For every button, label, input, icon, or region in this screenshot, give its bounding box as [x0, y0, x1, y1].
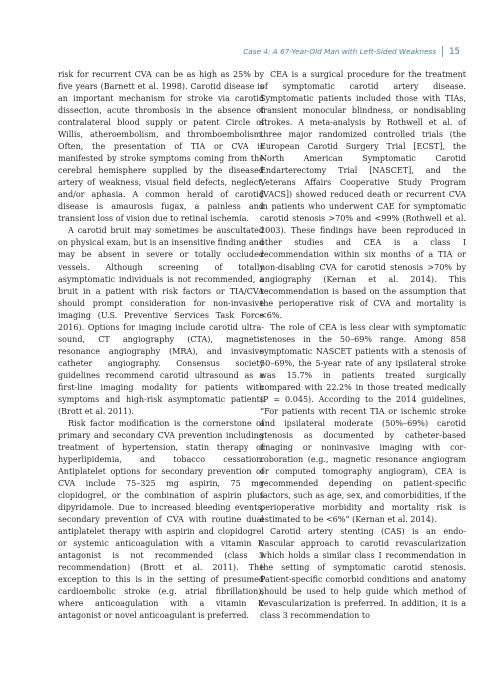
paragraph: Risk factor modification is the cornerstone of primary and secondary CVA prevention including treatment of hypertension, statin therapy of hyperlipidemia, and tobacco cessation. Antiplatelet options for secondary prevention of CVA include 75–325 mg aspirin, 75 mg clopidogrel, or the combination of aspirin plus dipyridamole. Due to increased bleeding events, secondary prevention of CVA with routine dual antiplatelet therapy with aspirin and clopidogrel or systemic anticoagulation with a vitamin K antagonist is not recommended (class 3 recommendation) (Brott et al. 2011). The exception to this is in the setting of presumed cardioembolic stroke (e.g. atrial fibrillation), where anticoagulation with a vitamin K antagonist or novel anticoagulant is preferred. [58, 418, 264, 621]
page-number: 15 [449, 46, 460, 57]
paragraph: risk for recurrent CVA can be as high as 25% by five years (Barnett et al. 1998). Carotid disease is an important mechanism for stroke via carotid dissection, acute thrombosis in the absence of contralateral blood supply or patent Circle of Willis, atheroembolism, and thromboembolism. Often, the presentation of TIA or CVA is manifested by stroke symptoms coming from the cerebral hemisphere supplied by the diseased artery of weakness, visual field defects, neglect, and/or aphasia. A common herald of carotid disease is amaurosis fugax, a painless and transient loss of vision due to retinal ischemia. [58, 70, 264, 224]
header-divider [442, 46, 443, 57]
paragraph: The role of CEA is less clear with symptomatic stenoses in the 50–69% range. Among 858 symptomatic NASCET patients with a stenosis of 50–69%, the 5-year rate of any ipsilateral stroke was 15.7% in patients treated surgically compared with 22.2% in those treated medically (P = 0.045). According to the 2014 guidelines, “For patients with recent TIA or ischemic stroke and ipsilateral moderate (50%–69%) carotid stenosis as documented by catheter-based imaging or noninvasive imaging with corroboration (e.g., magnetic resonance angiogram or computed tomography angiogram), CEA is recommended depending on patient-specific factors, such as age, sex, and comorbidities, if the perioperative morbidity and mortality risk is estimated to be <6%” (Kernan et al. 2014). [260, 322, 466, 525]
right-text-column [260, 69, 466, 622]
paragraph: CEA is a surgical procedure for the treatment of symptomatic carotid artery disease. Symptomatic patients included those with TIAs, transient monocular blindness, or nondisabling strokes. A meta-analysis by Rothwell et al. of three major randomized controlled trials (the European Carotid Surgery Trial [ECST], the North American Symptomatic Carotid Endarterectomy Trial [NASCET], and the Veterans Affairs Cooperative Study Program [VACS]) showed reduced death or recurrent CVA in patients who underwent CAE for symptomatic carotid stenosis >70% and <99% (Rothwell et al. 2003). These findings have been reproduced in other studies and CEA is a class I recommendation within six months of a TIA or non-disabling CVA for carotid stenosis >70% by angiography (Kernan et al. 2014). This recommendation is based on the assumption that the perioperative risk of CVA and mortality is <6%. [260, 70, 466, 320]
paragraph: Carotid artery stenting (CAS) is an endovascular approach to carotid revascularization which holds a similar class I recommendation in the setting of symptomatic carotid stenosis. Patient-specific comorbid conditions and anatomy should be used to help guide which method of revascularization is preferred. In addition, it is a class 3 recommendation to [260, 527, 466, 621]
left-text-column [58, 69, 264, 622]
running-title: Case 4: A 67-Year-Old Man with Left-Sided Weakness [243, 47, 437, 56]
running-head [243, 46, 460, 57]
paragraph: A carotid bruit may sometimes be auscultated on physical exam, but is an insensitive finding and may be absent in severe or totally occluded vessels. Although screening of totally asymptomatic individuals is not recommended, a bruit in a patient with risk factors or TIA/CVA should prompt consideration for non-invasive imaging (U.S. Preventive Services Task Force 2016). Options for imaging include carotid ultrasound, CT angiography (CTA), magnetic resonance angiography (MRA), and invasive catheter angiography. Consensus society guidelines recommend carotid ultrasound as a first-line imaging modality for patients with symptoms and high-risk asymptomatic patients (Brott et al. 2011). [58, 226, 264, 416]
